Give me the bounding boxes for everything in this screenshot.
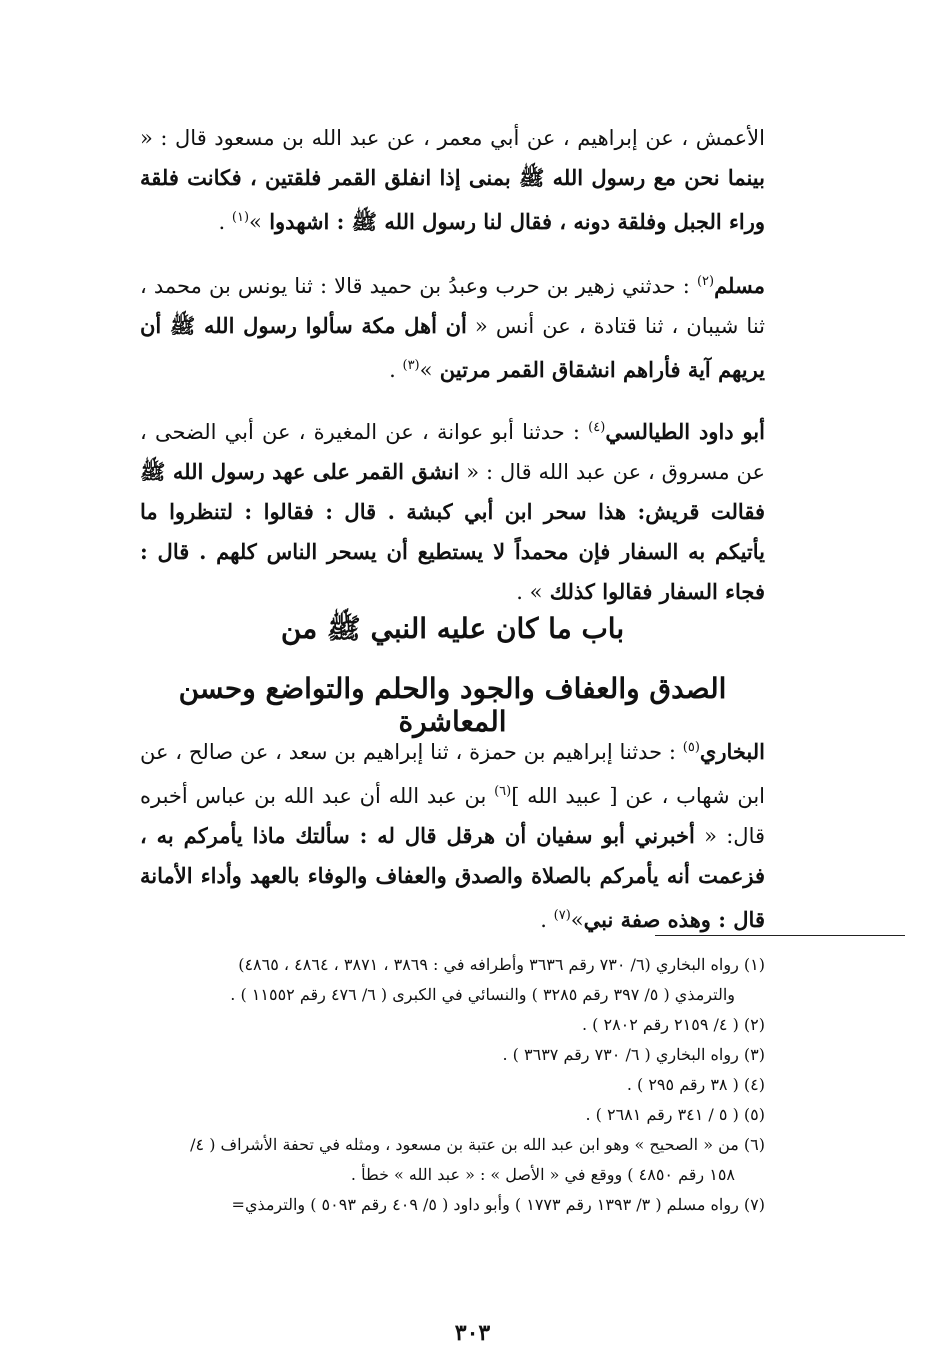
hadith-paragraph-3 (140, 408, 765, 612)
hadith-paragraph-1 (140, 118, 765, 242)
paragraph-text: : حدثنا أبو عوانة ، عن المغيرة ، عن أبي الضحى ، عن مسروق ، عن عبد الله قال : « (140, 420, 765, 484)
footnote-continuation: ١٥٨ رقم ٤٨٥٠ ) ووقع في « الأصل » : « عبد الله » خطأ . (350, 1165, 735, 1184)
hadith-text-bold: انشق القمر على عهد رسول الله ﷺ فقالت قريش: هذا سحر ابن أبي كبشة . قال : فقالوا : لتنظروا ما يأتيكم به السفار فإن محمداً لا يستطيع أن يسحر الناس كلهم . قال : فجاء السفار فقالوا كذلك (140, 459, 765, 604)
footnote-ref: (٦) (494, 784, 512, 799)
hadith-text-bold: بينما نحن مع رسول الله ﷺ بمنى إذا انفلق القمر فلقتين ، فكانت فلقة وراء الجبل وفلقة دونه ، فقال لنا رسول الله ﷺ : اشهدوا (140, 165, 765, 234)
footnote-ref: (٤) (588, 420, 606, 435)
footnote-separator (655, 935, 905, 936)
period: . (540, 908, 554, 932)
period: . (218, 210, 232, 234)
quote-close: » (570, 908, 584, 932)
footnote-continuation: والترمذي ( ٥/ ٣٩٧ رقم ٣٢٨٥ ) والنسائي في الكبرى ( ٦/ ٤٧٦ رقم ١١٥٥٢ ) . (230, 985, 735, 1004)
footnote-7: (٧) رواه مسلم ( ٣/ ١٣٩٣ رقم ١٧٧٣ ) وأبو داود ( ٥/ ٤٠٩ رقم ٥٠٩٣ ) والترمذي= (231, 1195, 765, 1214)
footnotes (145, 950, 765, 1220)
footnote-2: (٢) ( ٤/ ٢١٥٩ رقم ٢٨٠٢ ) . (581, 1015, 765, 1034)
chapter-heading-line-2: الصدق والعفاف والجود والحلم والتواضع وحسن المعاشرة (178, 672, 727, 738)
footnote-3: (٣) رواه البخاري ( ٦/ ٧٣٠ رقم ٣٦٣٧ ) . (502, 1045, 765, 1064)
source-name: مسلم (714, 273, 765, 298)
page-number: ٣٠٣ (454, 1320, 491, 1346)
paragraph-text: بن عبد الله أن عبد الله بن عباس أخبره قال: « (140, 784, 766, 848)
footnote-ref: (٧) (553, 908, 571, 923)
source-name: البخاري (699, 739, 765, 764)
hadith-text-bold: أخبرني أبو سفيان أن هرقل قال له : سألتك ماذا يأمركم به ، فزعمت أنه يأمركم بالصلاة والصدق والعفاف والوفاء بالعهد وأداء الأمانة قال : وهذه صفة نبي (140, 823, 765, 932)
paragraph-text: : حدثنا إبراهيم بن حمزة ، ثنا إبراهيم بن سعد ، عن صالح ، عن ابن شهاب ، عن [ عبيد الله ] (140, 740, 765, 808)
chapter-heading-line-1: باب ما كان عليه النبي ﷺ من (280, 612, 625, 645)
footnote-ref: (٥) (682, 740, 700, 755)
hadith-paragraph-4 (140, 728, 765, 940)
footnote-text: (١) رواه البخاري (٦/ ٧٣٠ رقم ٣٦٣٦ وأطرافه في : ٣٨٦٩ ، ٣٨٧١ ، ٤٨٦٤ ، ٤٨٦٥) (238, 955, 765, 974)
quote-close: » (249, 210, 262, 234)
source-name: أبو داود الطيالسي (605, 419, 765, 444)
footnote-4: (٤) ( ٣٨ رقم ٢٩٥ ) . (626, 1075, 765, 1094)
footnote-ref: (١) (231, 210, 250, 225)
period: . (389, 358, 403, 382)
footnote-5: (٥) ( ٥ / ٣٤١ رقم ٢٦٨١ ) . (585, 1105, 765, 1124)
footnote-text: (٦) من « الصحيح » وهو ابن عبد الله بن عتبة بن مسعود ، ومثله في تحفة الأشراف ( ٤/ (190, 1135, 765, 1154)
paragraph-text: : حدثني زهير بن حرب وعبدُ بن حميد قالا : ثنا يونس بن محمد ، ثنا شيبان ، ثنا قتادة ، عن أنس « (140, 274, 765, 338)
footnote-6 (145, 1130, 765, 1190)
paragraph-text: الأعمش ، عن إبراهيم ، عن أبي معمر ، عن عبد الله بن مسعود قال : « (140, 126, 765, 150)
footnote-ref: (٢) (696, 274, 715, 289)
hadith-paragraph-2 (140, 262, 765, 390)
quote-close: » (419, 358, 433, 382)
quote-close: » . (516, 580, 543, 604)
footnote-ref: (٣) (402, 358, 420, 373)
footnote-1 (145, 950, 765, 1010)
hadith-text-bold: أن أهل مكة سألوا رسول الله ﷺ أن يريهم آية فأراهم انشقاق القمر مرتين (140, 313, 765, 382)
